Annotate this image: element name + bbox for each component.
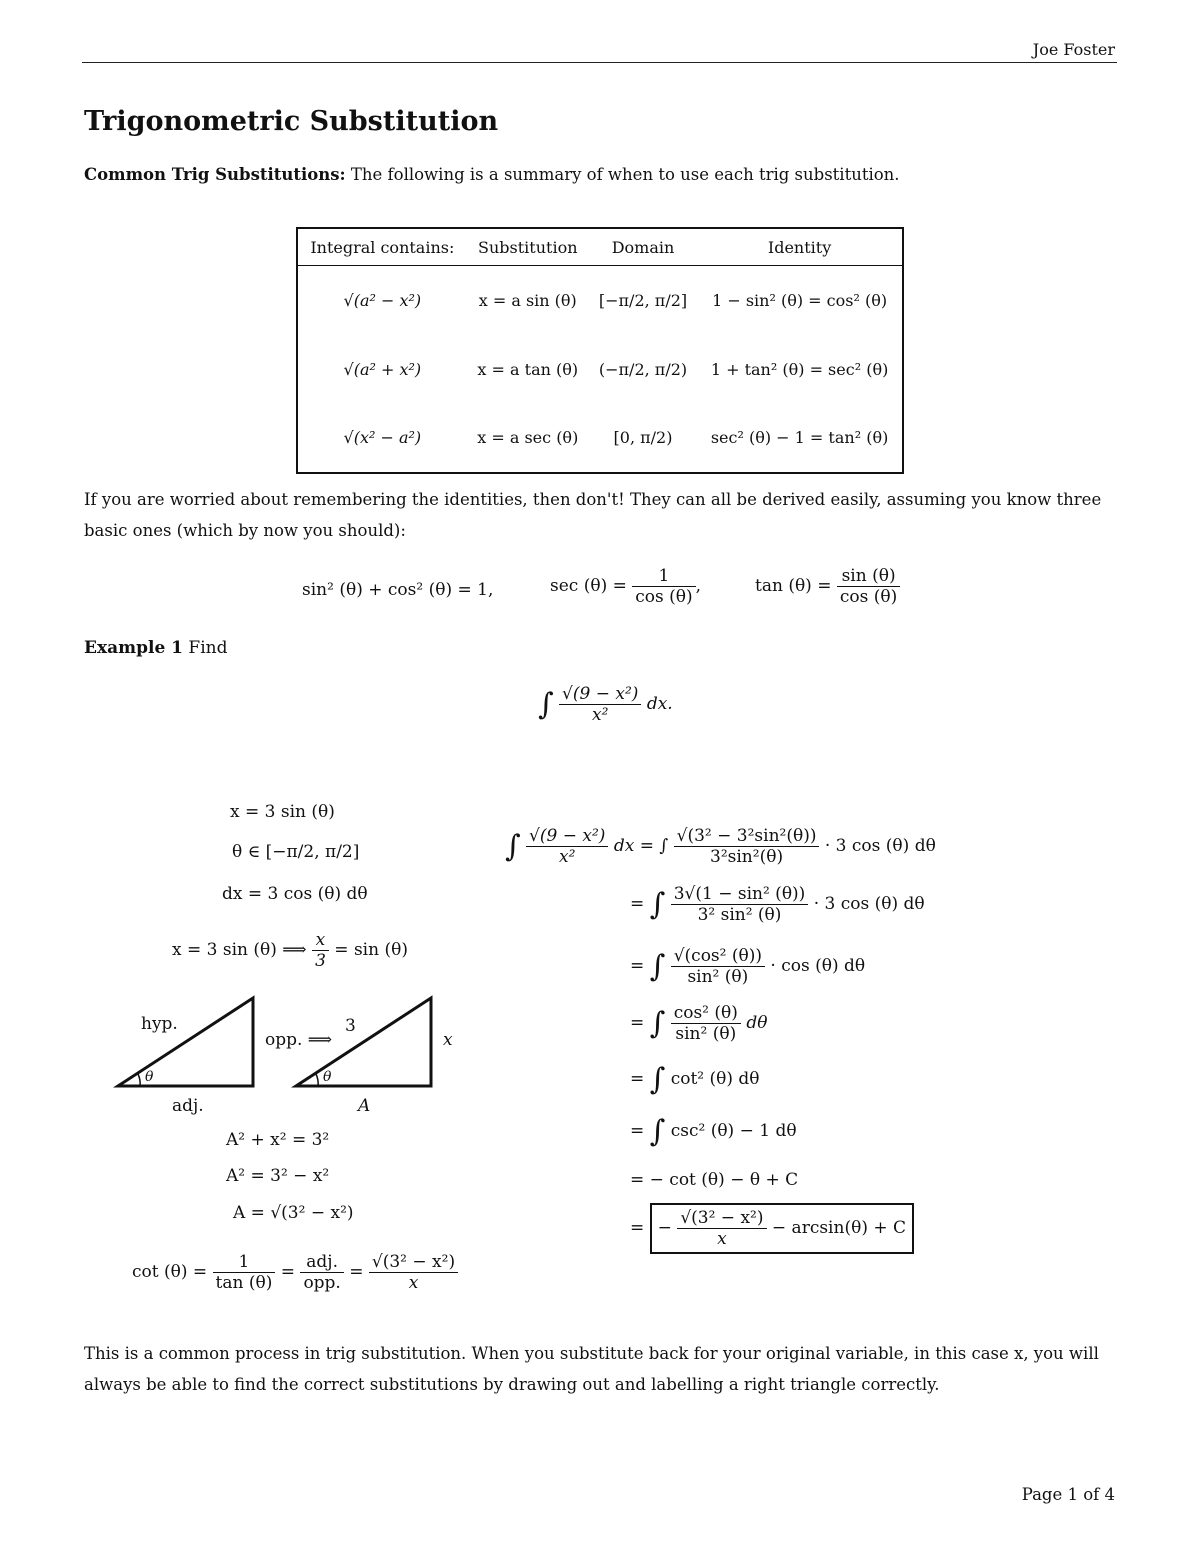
fraction bbox=[312, 930, 329, 971]
tri1-angle: θ bbox=[145, 1069, 154, 1085]
fraction bbox=[369, 1252, 458, 1293]
denominator: x² bbox=[592, 705, 609, 725]
work-line-4: = ∫ $\frac{\text{cos² (θ)}}{\text{sin² (θ)}}$ dθ bbox=[630, 1003, 768, 1044]
integrand: csc² (θ) − 1 dθ bbox=[670, 1121, 797, 1141]
denominator: 3²sin²(θ) bbox=[710, 847, 784, 867]
header-author: Joe Foster bbox=[1032, 40, 1115, 59]
intro-text: The following is a summary of when to use each trig substitution. bbox=[350, 165, 900, 184]
integral-sign: ∫ bbox=[649, 1114, 666, 1149]
integral-sign: ∫ bbox=[505, 829, 521, 864]
tri2-angle: θ bbox=[323, 1069, 332, 1085]
numerator: sin (θ) bbox=[837, 566, 900, 587]
denominator: tan (θ) bbox=[215, 1273, 273, 1293]
numerator: √(cos² (θ)) bbox=[671, 946, 765, 967]
pythag-step-3: A = √(3² − x²) bbox=[233, 1203, 354, 1223]
table-header-row bbox=[297, 228, 903, 266]
numerator: √(9 − x²) bbox=[526, 826, 608, 847]
integral-sign: ∫ bbox=[649, 1006, 666, 1041]
table-cell: [−π/2, π/2] bbox=[598, 290, 688, 310]
table-row bbox=[297, 403, 903, 473]
identity-pythag: sin² (θ) + cos² (θ) = 1, bbox=[302, 580, 494, 600]
angle-arc bbox=[138, 1074, 140, 1086]
denominator: x bbox=[408, 1273, 419, 1293]
table-header: Substitution bbox=[467, 228, 589, 266]
table-cell: 1 + tan² (θ) = sec² (θ) bbox=[710, 359, 889, 379]
identity-tan bbox=[755, 566, 900, 607]
numerator: 3√(1 − sin² (θ)) bbox=[671, 884, 809, 905]
fraction bbox=[671, 884, 809, 925]
triangle-1 bbox=[118, 998, 253, 1086]
paragraph-identities: If you are worried about remembering the identities, then don't! They can all be derived easily, assuming you know three basic ones (which by now you should): bbox=[84, 490, 1102, 540]
cot-lhs: cot (θ) = bbox=[132, 1262, 208, 1282]
tri2-opp: x bbox=[443, 1030, 453, 1050]
numerator: cos² (θ) bbox=[671, 1003, 741, 1024]
table-row bbox=[297, 335, 903, 404]
tri1-hyp: hyp. bbox=[141, 1014, 178, 1034]
integral-sign: ∫ bbox=[538, 687, 554, 722]
table-cell: √(a² − x²) bbox=[343, 290, 422, 310]
step-dx: dx = 3 cos (θ) dθ bbox=[222, 884, 368, 904]
header-rule bbox=[82, 62, 1117, 63]
intro-bold: Common Trig Substitutions: bbox=[84, 165, 346, 184]
work-line-2: = ∫ $\frac{\text{3√(1 − sin² (θ))}}{\text{3² sin² (θ)}}$ · 3 cos (θ) dθ bbox=[630, 884, 925, 925]
work-line-3: = ∫ $\frac{\text{√(cos² (θ))}}{\text{sin² (θ)}}$ · cos (θ) dθ bbox=[630, 946, 866, 987]
table-cell: √(x² − a²) bbox=[343, 428, 422, 448]
numerator: √(3² − x²) bbox=[369, 1252, 458, 1273]
intro-line bbox=[84, 165, 900, 184]
tail: − arcsin(θ) + C bbox=[771, 1218, 907, 1238]
denominator: x² bbox=[559, 847, 576, 867]
cot-equation: cot (θ) = $\frac{1}{\tan (\theta)}$ = $\frac{\text{adj.}}{\text{opp.}}$ = $\frac{\text{√(3² − x²)}}{x}$ bbox=[132, 1252, 458, 1293]
integral-sign: ∫ bbox=[649, 887, 666, 922]
page-title: Trigonometric Substitution bbox=[84, 106, 499, 137]
pythag-step-2: A² = 3² − x² bbox=[226, 1166, 330, 1186]
ratio-rhs: = sin (θ) bbox=[334, 940, 408, 960]
tri2-hyp: 3 bbox=[345, 1016, 356, 1036]
equals-integral: dx = ∫ bbox=[613, 836, 669, 856]
identity-sec bbox=[550, 566, 701, 607]
step-sub: x = 3 sin (θ) bbox=[230, 802, 335, 822]
table-cell: √(a² + x²) bbox=[343, 359, 422, 379]
tail: · 3 cos (θ) dθ bbox=[813, 894, 925, 914]
substitution-table bbox=[296, 227, 904, 474]
example-text: Find bbox=[188, 638, 228, 658]
tri2-adj: A bbox=[358, 1096, 371, 1116]
identity-tan-lhs: tan (θ) = bbox=[755, 576, 832, 596]
fraction bbox=[671, 1003, 741, 1044]
fraction bbox=[526, 826, 608, 867]
numerator: adj. bbox=[300, 1252, 343, 1273]
integrand: cot² (θ) dθ bbox=[670, 1069, 760, 1089]
tri1-adj: adj. bbox=[172, 1096, 204, 1116]
fraction bbox=[559, 684, 641, 725]
fraction bbox=[674, 826, 820, 867]
numerator: √(3² − 3²sin²(θ)) bbox=[674, 826, 820, 847]
tail: dθ bbox=[746, 1013, 768, 1033]
denominator: 3² sin² (θ) bbox=[697, 905, 782, 925]
table-cell: (−π/2, π/2) bbox=[598, 359, 688, 379]
differential: dx. bbox=[646, 694, 673, 714]
work-line-1 bbox=[505, 826, 936, 867]
denominator: sin² (θ) bbox=[675, 1024, 737, 1044]
fraction bbox=[677, 1208, 766, 1249]
fraction bbox=[671, 946, 765, 987]
fraction bbox=[213, 1252, 276, 1293]
fraction bbox=[300, 1252, 343, 1293]
work-line-8: = − $\frac{\text{√(3² − x²)}}{x}$ − arcsin(θ) + C bbox=[630, 1203, 914, 1254]
final-answer-box bbox=[650, 1203, 914, 1254]
numerator: √(3² − x²) bbox=[677, 1208, 766, 1229]
pythag-step-1: A² + x² = 3² bbox=[226, 1130, 330, 1150]
numerator: x bbox=[312, 930, 329, 951]
ratio-lhs: x = 3 sin (θ) ⟹ bbox=[172, 940, 307, 960]
table-cell: x = a tan (θ) bbox=[477, 359, 579, 379]
numerator: 1 bbox=[213, 1252, 276, 1273]
denominator: 3 bbox=[315, 951, 326, 971]
table-header: Domain bbox=[589, 228, 697, 266]
integral-sign: ∫ bbox=[649, 949, 666, 984]
work-line-7: = − cot (θ) − θ + C bbox=[630, 1170, 799, 1190]
table-cell: 1 − sin² (θ) = cos² (θ) bbox=[712, 290, 888, 310]
denominator: sin² (θ) bbox=[687, 967, 749, 987]
table-header: Integral contains: bbox=[297, 228, 467, 266]
table-row bbox=[297, 266, 903, 335]
fraction bbox=[632, 566, 695, 607]
numerator: √(9 − x²) bbox=[559, 684, 641, 705]
denominator: cos (θ) bbox=[635, 587, 693, 607]
angle-arc bbox=[316, 1074, 318, 1086]
denominator: opp. bbox=[303, 1273, 341, 1293]
numerator: 1 bbox=[632, 566, 695, 587]
work-line-5: = ∫ cot² (θ) dθ bbox=[630, 1062, 760, 1097]
work-line-6: = ∫ csc² (θ) − 1 dθ bbox=[630, 1114, 797, 1149]
denominator: x bbox=[717, 1229, 727, 1249]
identity-sec-lhs: sec (θ) = bbox=[550, 576, 627, 596]
example-label: Example 1 bbox=[84, 638, 184, 658]
example-heading bbox=[84, 638, 228, 658]
table-cell: x = a sec (θ) bbox=[477, 428, 579, 448]
step-domain: θ ∈ [−π/2, π/2] bbox=[232, 842, 360, 862]
fraction bbox=[837, 566, 900, 607]
tail: · cos (θ) dθ bbox=[770, 956, 866, 976]
problem-integral bbox=[538, 684, 673, 725]
table-cell: [0, π/2) bbox=[613, 428, 673, 448]
minus: − bbox=[657, 1218, 672, 1238]
table-cell: sec² (θ) − 1 = tan² (θ) bbox=[710, 428, 889, 448]
tail: · 3 cos (θ) dθ bbox=[824, 836, 936, 856]
comma: , bbox=[695, 576, 702, 596]
page-number: Page 1 of 4 bbox=[1021, 1485, 1115, 1504]
paragraph-conclusion: This is a common process in trig substitution. When you substitute back for your original variable, in this case x, you will always be able to find the correct substitutions by drawing out and labelling a right triangle correctly. bbox=[84, 1344, 1099, 1394]
step-ratio bbox=[172, 930, 408, 971]
denominator: cos (θ) bbox=[839, 587, 898, 607]
table-cell: x = a sin (θ) bbox=[478, 290, 577, 310]
integral-sign: ∫ bbox=[649, 1062, 666, 1097]
table-header: Identity bbox=[697, 228, 903, 266]
opp-arrow: opp. ⟹ bbox=[265, 1030, 333, 1050]
